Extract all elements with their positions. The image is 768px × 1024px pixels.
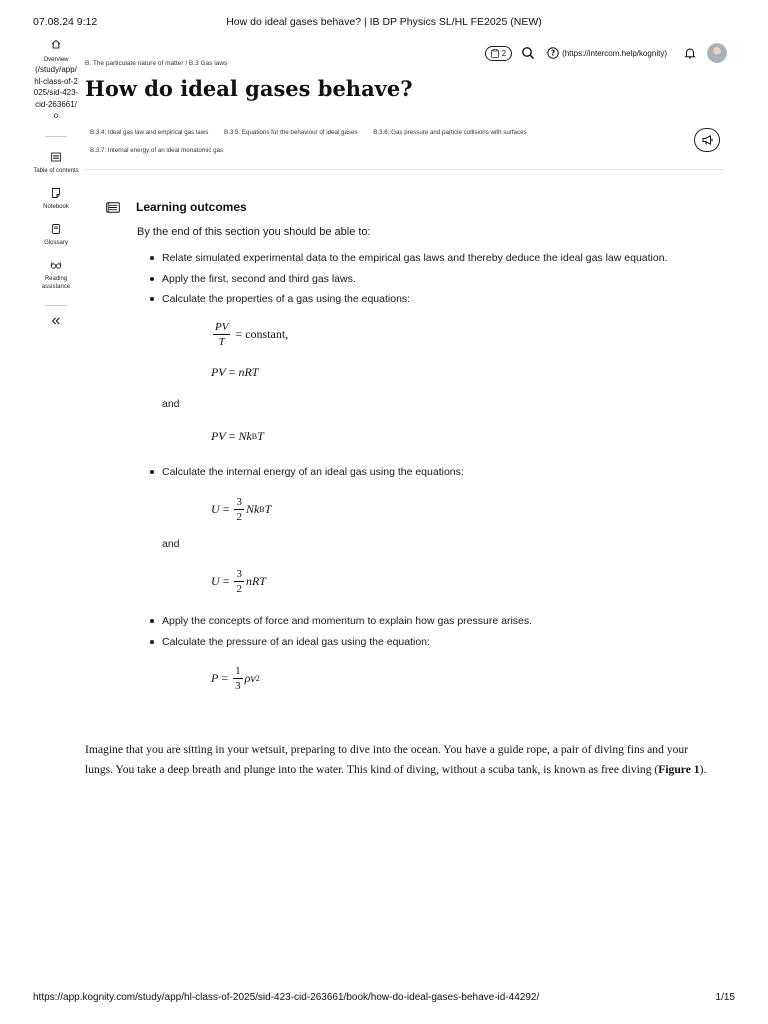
megaphone-icon	[701, 134, 714, 146]
help-text: (https://intercom.help/kognity)	[562, 48, 667, 58]
clipboard-icon	[491, 49, 499, 58]
help-link[interactable]	[547, 47, 667, 59]
header-divider	[85, 169, 724, 170]
equation-pressure: P = $\frac{1}{3}$ ρv 2	[211, 665, 260, 692]
subtopic-link[interactable]: B.3.6: Gas pressure and particle collisions with surfaces	[373, 129, 527, 136]
overview-path: (/study/app/hl-class-of-2025/sid-423-cid-263661/o	[33, 65, 79, 120]
list-item: Relate simulated experimental data to the empirical gas laws and thereby deduce the ideal gas law equation.	[150, 248, 667, 269]
print-footer	[33, 992, 735, 1006]
list-item: Apply the first, second and third gas laws.	[150, 269, 667, 290]
and-text: and	[162, 538, 180, 550]
equation-u-nrt: U = $\frac{3}{2}$ nRT	[211, 568, 266, 595]
rail-item-notebook[interactable]	[33, 187, 79, 211]
outcomes-list	[150, 611, 532, 652]
paragraph-text: Imagine that you are sitting in your wetsuit, preparing to dive into the ocean. You have a guide rope, a pair of diving fins and your lungs. You take a deep breath and plunge into the water. This kind of diving, without a scuba tank, is known as free diving (	[85, 743, 689, 776]
rail-divider	[45, 305, 67, 306]
overview-link[interactable]	[33, 38, 79, 122]
learning-outcomes-title: Learning outcomes	[136, 200, 247, 214]
and-text: and	[162, 398, 180, 410]
rail-label: Reading assistance	[41, 275, 71, 290]
print-url: https://app.kognity.com/study/app/hl-class-of-2025/sid-423-cid-263661/book/how-do-ideal-gases-behave-id-44292/	[33, 992, 540, 1003]
subtopic-link[interactable]: B.3.7: Internal energy of an ideal monatomic gas	[90, 147, 224, 154]
equation-pv-over-t: $\frac{PV}{T}$ = constant,	[215, 321, 289, 348]
print-header	[33, 16, 735, 30]
equation-u-nkt: U = $\frac{3}{2}$ Nk B T	[211, 496, 272, 523]
rail-label: Glossary	[44, 239, 68, 246]
bell-icon[interactable]	[683, 46, 697, 60]
rail-item-reading-assistance[interactable]	[33, 259, 79, 291]
page-title: How do ideal gases behave?	[85, 76, 413, 101]
print-title: How do ideal gases behave? | IB DP Physics SL/HL FE2025 (NEW)	[226, 16, 542, 28]
rail-label: Table of contents	[33, 167, 79, 174]
glasses-icon	[50, 259, 62, 271]
equation-pv-nrt: PV = nRT	[211, 365, 259, 379]
print-timestamp: 07.08.24 9:12	[33, 16, 98, 28]
list-item: Calculate the properties of a gas using the equations:	[150, 289, 667, 310]
list-item: Calculate the pressure of an ideal gas using the equation:	[150, 632, 532, 653]
overview-label: Overview	[43, 57, 69, 63]
rail-divider	[45, 136, 67, 137]
equation-constant-text: = constant,	[235, 327, 289, 341]
collapse-rail-button[interactable]: «	[51, 311, 61, 329]
home-icon	[50, 38, 62, 50]
equation-pv-nkt: PV = Nk B T	[211, 429, 264, 443]
figure-reference[interactable]: Figure 1	[658, 763, 700, 776]
list-item: Apply the concepts of force and momentum to explain how gas pressure arises.	[150, 611, 532, 632]
book-icon	[50, 223, 62, 235]
list-icon	[50, 151, 62, 163]
announcement-button[interactable]	[694, 128, 720, 152]
print-page-number: 1/15	[715, 992, 735, 1003]
list-item: Calculate the internal energy of an ideal gas using the equations:	[150, 462, 464, 483]
learning-outcomes-icon	[106, 202, 120, 213]
learning-outcomes-header	[106, 200, 247, 214]
breadcrumb[interactable]: B. The particulate nature of matter / B.3 Gas laws	[85, 60, 228, 67]
subtopic-link[interactable]: B.3.5: Equations for the behaviour of ideal gases	[224, 129, 358, 136]
top-toolbar	[485, 42, 727, 64]
paragraph-end: ).	[699, 763, 707, 776]
intro-paragraph	[85, 740, 713, 780]
learning-outcomes-intro: By the end of this section you should be able to:	[137, 226, 371, 238]
help-circle-icon	[547, 47, 559, 59]
tasks-button[interactable]	[485, 46, 512, 61]
tasks-count: 2	[501, 48, 507, 58]
rail-item-glossary[interactable]	[33, 223, 79, 247]
notebook-icon	[50, 187, 62, 199]
avatar[interactable]	[707, 43, 727, 63]
subtopic-link[interactable]: B.3.4: Ideal gas law and empirical gas laws	[90, 129, 209, 136]
left-rail	[33, 38, 79, 330]
subtopic-links	[90, 124, 650, 160]
svg-text:?: ?	[550, 48, 556, 58]
outcomes-list	[150, 462, 464, 483]
rail-label: Notebook	[43, 203, 69, 210]
rail-item-table-of-contents[interactable]	[33, 151, 79, 175]
outcomes-list	[150, 248, 667, 310]
search-icon[interactable]	[521, 46, 535, 60]
